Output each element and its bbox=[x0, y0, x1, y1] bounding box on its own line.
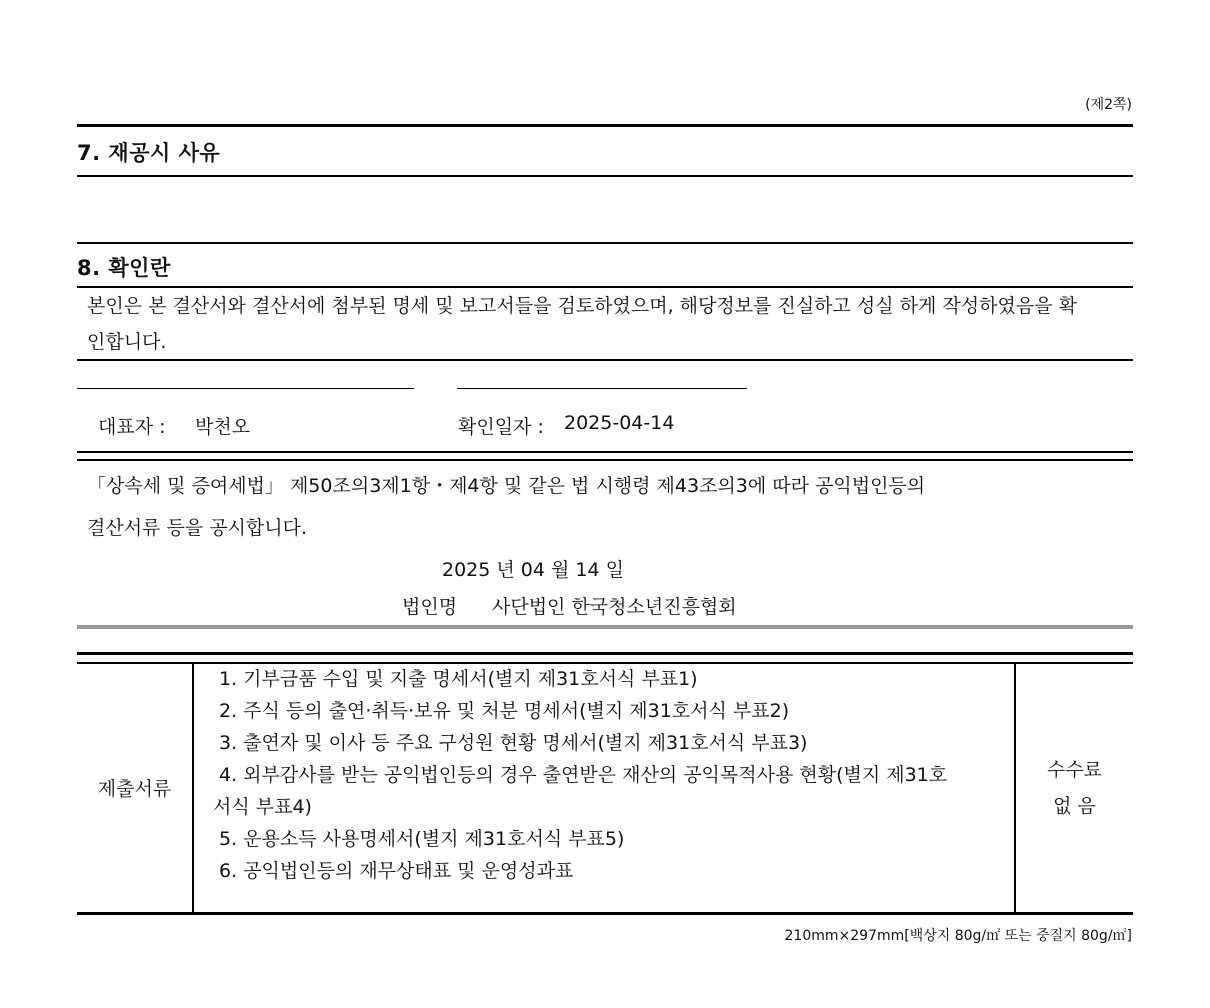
table-top-rule bbox=[77, 652, 1133, 655]
fee-cell bbox=[1016, 663, 1133, 912]
document-item-3: 3. 출연자 및 이사 등 주요 구성원 현황 명세서(별지 제31호서식 부표3) bbox=[219, 732, 808, 754]
date-signature-line bbox=[457, 388, 747, 389]
document-item-6: 6. 공익법인등의 재무상태표 및 운영성과표 bbox=[219, 860, 574, 882]
documents-label: 제출서류 bbox=[77, 663, 194, 912]
fee-label: 수수료 bbox=[1046, 758, 1103, 781]
rep-label: 대표자 : bbox=[98, 416, 166, 438]
date-label: 확인일자 : bbox=[458, 416, 544, 438]
document-item-5: 5. 운용소득 사용명세서(별지 제31호서식 부표5) bbox=[219, 828, 625, 850]
paper-spec: 210mm×297mm[백상지 80g/㎡ 또는 중질지 80g/㎡] bbox=[784, 928, 1132, 944]
document-item-4: 4. 외부감사를 받는 공익법인등의 경우 출연받은 재산의 공익목적사용 현황(별지 제31호 bbox=[219, 764, 948, 786]
section8-top-rule bbox=[77, 242, 1133, 244]
document-item-1: 1. 기부금품 수입 및 지출 명세서(별지 제31호서식 부표1) bbox=[219, 668, 698, 690]
submission-documents-table bbox=[77, 663, 1133, 915]
notice-line-1: 「상속세 및 증여세법」 제50조의3제1항・제4항 및 같은 법 시행령 제43조의3에 따라 공익법인등의 bbox=[87, 475, 926, 497]
document-item-2: 2. 주식 등의 출연·취득·보유 및 처분 명세서(별지 제31호서식 부표2) bbox=[219, 700, 790, 722]
double-rule-bottom bbox=[77, 459, 1133, 461]
confirmation-line-2: 인합니다. bbox=[87, 331, 167, 353]
document-item-4-cont: 서식 부표4) bbox=[213, 796, 312, 818]
notice-date: 2025 년 04 월 14 일 bbox=[442, 559, 624, 581]
double-rule-top bbox=[77, 451, 1133, 453]
confirmation-line-1: 본인은 본 결산서와 결산서에 첨부된 명세 및 보고서들을 검토하였으며, 해당정보를 진실하고 성실 하게 작성하였음을 확 bbox=[87, 295, 1077, 317]
date-value: 2025-04-14 bbox=[564, 412, 675, 434]
notice-line-2: 결산서류 등을 공시합니다. bbox=[87, 517, 308, 539]
section7-title: 7. 재공시 사유 bbox=[77, 141, 221, 165]
page-number: (제2쪽) bbox=[1085, 97, 1132, 113]
statement-bottom-rule bbox=[77, 359, 1133, 361]
section7-top-rule bbox=[77, 124, 1133, 127]
rep-signature-line bbox=[77, 388, 414, 389]
grey-separator bbox=[77, 625, 1133, 629]
fee-value: 없 음 bbox=[1053, 794, 1096, 817]
notice-text bbox=[87, 468, 1127, 546]
rep-name: 박천오 bbox=[195, 416, 251, 438]
documents-list bbox=[194, 663, 1016, 912]
section8-title: 8. 확인란 bbox=[77, 256, 171, 280]
corp-label: 법인명 bbox=[402, 596, 458, 618]
corp-name: 사단법인 한국청소년진흥협회 bbox=[492, 596, 737, 618]
section7-bottom-rule bbox=[77, 175, 1133, 177]
confirmation-statement bbox=[87, 288, 1137, 360]
